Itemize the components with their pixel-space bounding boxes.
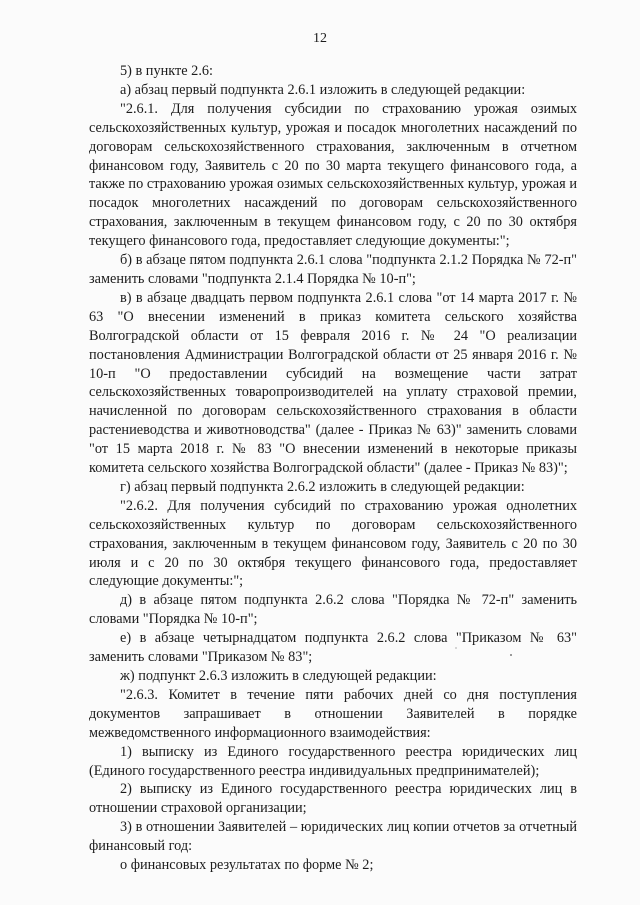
- paragraph-subitem-b: б) в абзаце пятом подпункта 2.6.1 слова "подпункта 2.1.2 Порядка № 72-п" заменить словами "подпункта 2.1.4 Порядка № 10-п";: [89, 252, 577, 287]
- paragraph-list-item-3: 3) в отношении Заявителей – юридических лиц копии отчетов за отчетный финансовый год:: [89, 819, 577, 855]
- paragraph-subitem-a: а) абзац первый подпункта 2.6.1 изложить в следующей редакции:: [120, 81, 526, 98]
- paragraph-quote-2-6-1: "2.6.1. Для получения субсидии по страхованию урожая озимых сельскохозяйственных культур, урожая и посадок многолетних насаждений по договорам сельскохозяйственного страхования, заключенным в отчетном финансовом году, Заявитель с 20 по 30 марта текущего финансового года, а также по страхованию урожая озимых сельскохозяйственных культур, урожая и посадок многолетних насаждений по договорам сельскохозяйственного страхования, заключенным в текущем финансовом году, с 20 по 30 октября текущего финансового года, предоставляет следующие документы:";: [89, 100, 577, 250]
- paragraph-item-5: 5) в пункте 2.6:: [120, 63, 214, 79]
- paragraph-subitem-e: е) в абзаце четырнадцатом подпункта 2.6.2 слова "Приказом № 63" заменить словами "Приказом № 83";: [89, 630, 577, 666]
- paragraph-form-2: о финансовых результатах по форме № 2;: [120, 857, 374, 874]
- document-body: [89, 62, 577, 875]
- paragraph-subitem-zh: ж) подпункт 2.6.3 изложить в следующей редакции:: [120, 668, 437, 684]
- paragraph-quote-2-6-2: "2.6.2. Для получения субсидий по страхованию урожая однолетних сельскохозяйственных культур по договорам сельскохозяйственного страхования, заключенным в текущем финансовом году, Заявитель с 20 по 30 июля и с 20 по 30 октября текущего финансового года, предоставляет следующие документы:";: [89, 497, 577, 590]
- paragraph-subitem-g: г) абзац первый подпункта 2.6.2 изложить в следующей редакции:: [120, 478, 525, 495]
- paragraph-subitem-v: в) в абзаце двадцать первом подпункта 2.6.1 слова "от 14 марта 2017 г. № 63 "О внесении изменений в приказ комитета сельского хозяйства Волгоградской области от 15 февраля 2016 г. № 24 "О реализации постановления Администрации Волгоградской области от 25 января 2016 г. № 10-п "О предоставлении субсидий на возмещение части затрат сельскохозяйственных товаропроизводителей на уплату страховой премии, начисленной по договорам сельскохозяйственного страхования в области растениеводства и животноводства" (далее - Приказ № 63)" заменить словами "от 15 марта 2018 г. № 83 "О внесении изменений в некоторые приказы комитета сельского хозяйства Волгоградской области" (далее - Приказ № 83)";: [89, 289, 577, 477]
- paragraph-list-item-2: 2) выписку из Единого государственного реестра юридических лиц в отношении страховой организации;: [89, 781, 577, 817]
- paragraph-quote-2-6-3: "2.6.3. Комитет в течение пяти рабочих дней со дня поступления документов запрашивает в отношении Заявителей в порядке межведомственного информационного взаимодействия:: [89, 686, 577, 741]
- paragraph-list-item-1: 1) выписку из Единого государственного реестра юридических лиц (Единого государственного реестра индивидуальных предпринимателей);: [89, 743, 577, 779]
- paragraph-subitem-d: д) в абзаце пятом подпункта 2.6.2 слова "Порядка № 72-п" заменить словами "Порядка № 10-п";: [89, 592, 577, 628]
- page-number: 12: [313, 31, 327, 46]
